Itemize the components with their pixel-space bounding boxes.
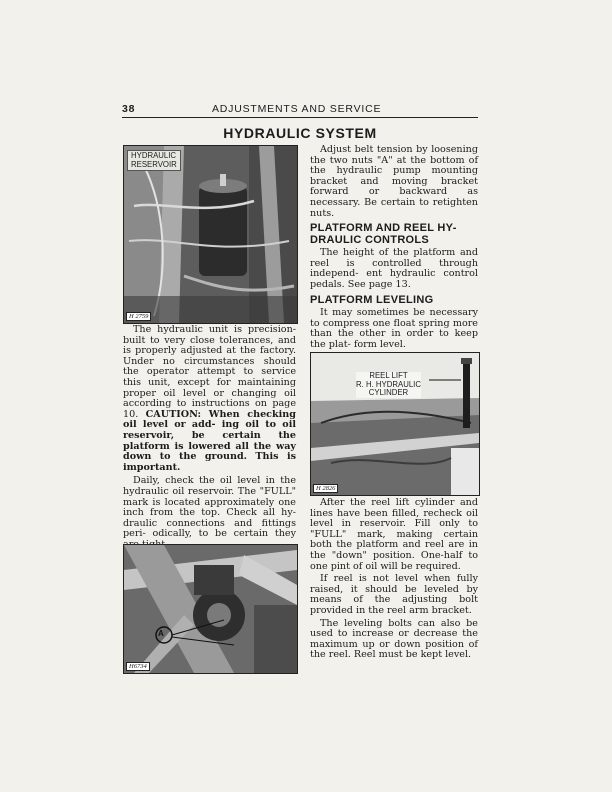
reservoir-label-line1: HYDRAULIC bbox=[131, 151, 177, 160]
after-refill-paragraph: After the reel lift cylinder and lines have been filled, recheck oil level in reservoir. Fill only to "FULL" mark, making certain both the platform and reel are in the "down" position. One-half to one pint of oil will be required. bbox=[310, 497, 478, 572]
pump-figure-id: H6734 bbox=[126, 662, 150, 671]
reel-label-line2: R. H. HYDRAULIC bbox=[356, 379, 421, 389]
caution-text: CAUTION: When checking oil level or add- ing oil to oil reservoir, be certain the platform is lowered all the way down to the ground. This is important. bbox=[123, 408, 296, 473]
pump-photo bbox=[123, 544, 298, 674]
reel-figure-id: H 2826 bbox=[313, 484, 338, 493]
pump-photo-art bbox=[124, 545, 297, 673]
platform-leveling-paragraph: It may sometimes be necessary to compress one float spring more than the other in order to keep the plat- form level. bbox=[310, 307, 478, 350]
left-column-text bbox=[123, 325, 296, 577]
running-header bbox=[122, 103, 478, 117]
reel-cylinder-photo bbox=[310, 352, 480, 496]
platform-leveling-heading: PLATFORM LEVELING bbox=[310, 293, 434, 306]
reel-level-paragraph: If reel is not level when fully raised, it should be leveled by means of the adjusting bolt provided in the reel arm bracket. bbox=[310, 573, 478, 616]
header-rule bbox=[122, 117, 478, 118]
reservoir-label-line2: RESERVOIR bbox=[131, 159, 177, 169]
right-column-bottom bbox=[310, 498, 478, 661]
reservoir-photo-art bbox=[124, 146, 297, 323]
platform-controls-paragraph: The height of the platform and reel is controlled through independ- ent hydraulic control pedals. See page 13. bbox=[310, 247, 478, 290]
belt-tension-paragraph: Adjust belt tension by loosening the two nuts "A" at the bottom of the hydraulic pump mounting bracket and moving bracket forward or backward as necessary. Be certain to retighten nuts. bbox=[310, 144, 478, 219]
right-column-top bbox=[310, 145, 478, 367]
reservoir-figure-id: H 2759 bbox=[126, 312, 151, 321]
reel-label-line1: REEL LIFT bbox=[369, 371, 408, 380]
reservoir-photo bbox=[123, 145, 298, 324]
reel-label-line3: CYLINDER bbox=[368, 388, 409, 398]
intro-paragraph: The hydraulic unit is precision- built to very close tolerances, and is properly adjusted at the factory. Under no circumstances should the operator attempt to service this unit, except for maintaining proper oil level or changing oil according to instructions on page 10. CAUTION: When checking oil level or add- ing oil to oil reservoir, be certain the platform is lowered all the way down to the ground. This is important. bbox=[123, 324, 296, 473]
running-head: ADJUSTMENTS AND SERVICE bbox=[212, 103, 382, 115]
pump-callout-a: A bbox=[158, 629, 164, 638]
leveling-bolts-paragraph: The leveling bolts can also be used to increase or decrease the maximum up or down position of the reel. Reel must be kept level. bbox=[310, 617, 478, 661]
daily-check-paragraph: Daily, check the oil level in the hydraulic oil reservoir. The "FULL" mark is located approximately one inch from the top. Check all hy- draulic connections and fittings peri- odically, to be certain they bbox=[123, 475, 296, 540]
reel-label bbox=[356, 372, 421, 398]
page-number: 38 bbox=[122, 103, 136, 115]
page-title: HYDRAULIC SYSTEM bbox=[223, 125, 377, 141]
reservoir-label bbox=[127, 150, 181, 171]
platform-controls-heading: PLATFORM AND REEL HY- DRAULIC CONTROLS bbox=[310, 222, 457, 246]
